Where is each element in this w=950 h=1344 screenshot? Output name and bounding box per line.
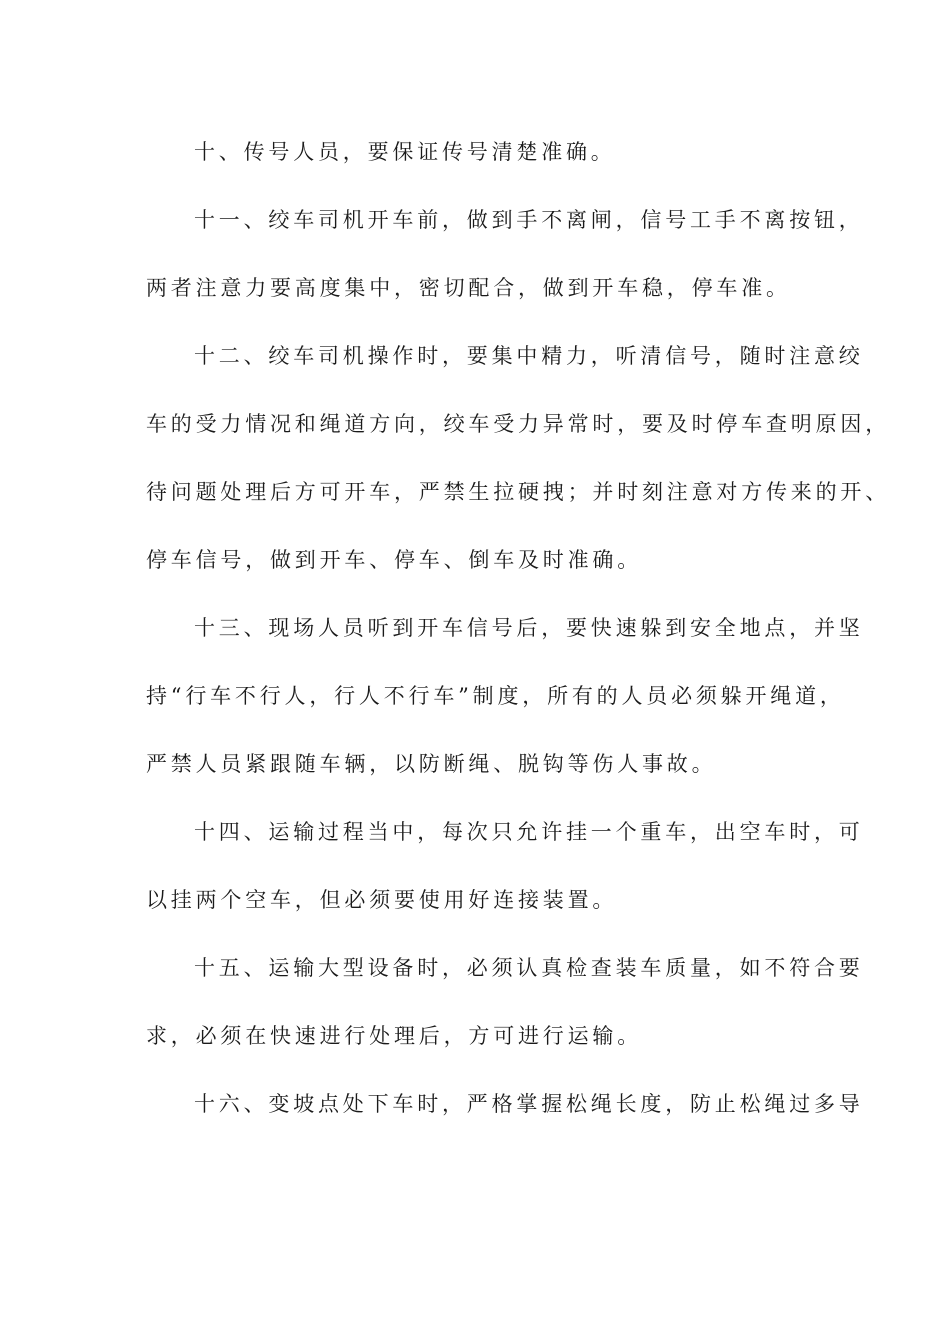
paragraph-12-line-1: 十二、绞车司机操作时，要集中精力，听清信号，随时注意绞 xyxy=(194,344,864,368)
paragraph-11-line-2: 两者注意力要高度集中，密切配合，做到开车稳，停车准。 xyxy=(146,276,791,300)
paragraph-12-line-4: 停车信号，做到开车、停车、倒车及时准确。 xyxy=(146,548,642,572)
paragraph-13-line-1: 十三、现场人员听到开车信号后，要快速躲到安全地点，并坚 xyxy=(194,616,864,640)
paragraph-15-line-2: 求，必须在快速进行处理后，方可进行运输。 xyxy=(146,1024,642,1048)
paragraph-13-line-2: 持“行车不行人，行人不行车”制度，所有的人员必须躲开绳道， xyxy=(146,684,845,708)
paragraph-14-line-2: 以挂两个空车，但必须要使用好连接装置。 xyxy=(146,888,618,912)
paragraph-12-line-2: 车的受力情况和绳道方向，绞车受力异常时，要及时停车查明原因， xyxy=(146,412,890,436)
paragraph-13-line-3: 严禁人员紧跟随车辆，以防断绳、脱钩等伤人事故。 xyxy=(146,752,717,776)
paragraph-15-line-1: 十五、运输大型设备时，必须认真检查装车质量，如不符合要 xyxy=(194,956,864,980)
paragraph-12-line-3: 待问题处理后方可开车，严禁生拉硬拽；并时刻注意对方传来的开、 xyxy=(146,480,890,504)
paragraph-10-line-1: 十、传号人员，要保证传号清楚准确。 xyxy=(194,140,616,164)
paragraph-16-line-1: 十六、变坡点处下车时，严格掌握松绳长度，防止松绳过多导 xyxy=(194,1092,864,1116)
paragraph-11-line-1: 十一、绞车司机开车前，做到手不离闸，信号工手不离按钮， xyxy=(194,208,864,232)
paragraph-14-line-1: 十四、运输过程当中，每次只允许挂一个重车，出空车时，可 xyxy=(194,820,864,844)
